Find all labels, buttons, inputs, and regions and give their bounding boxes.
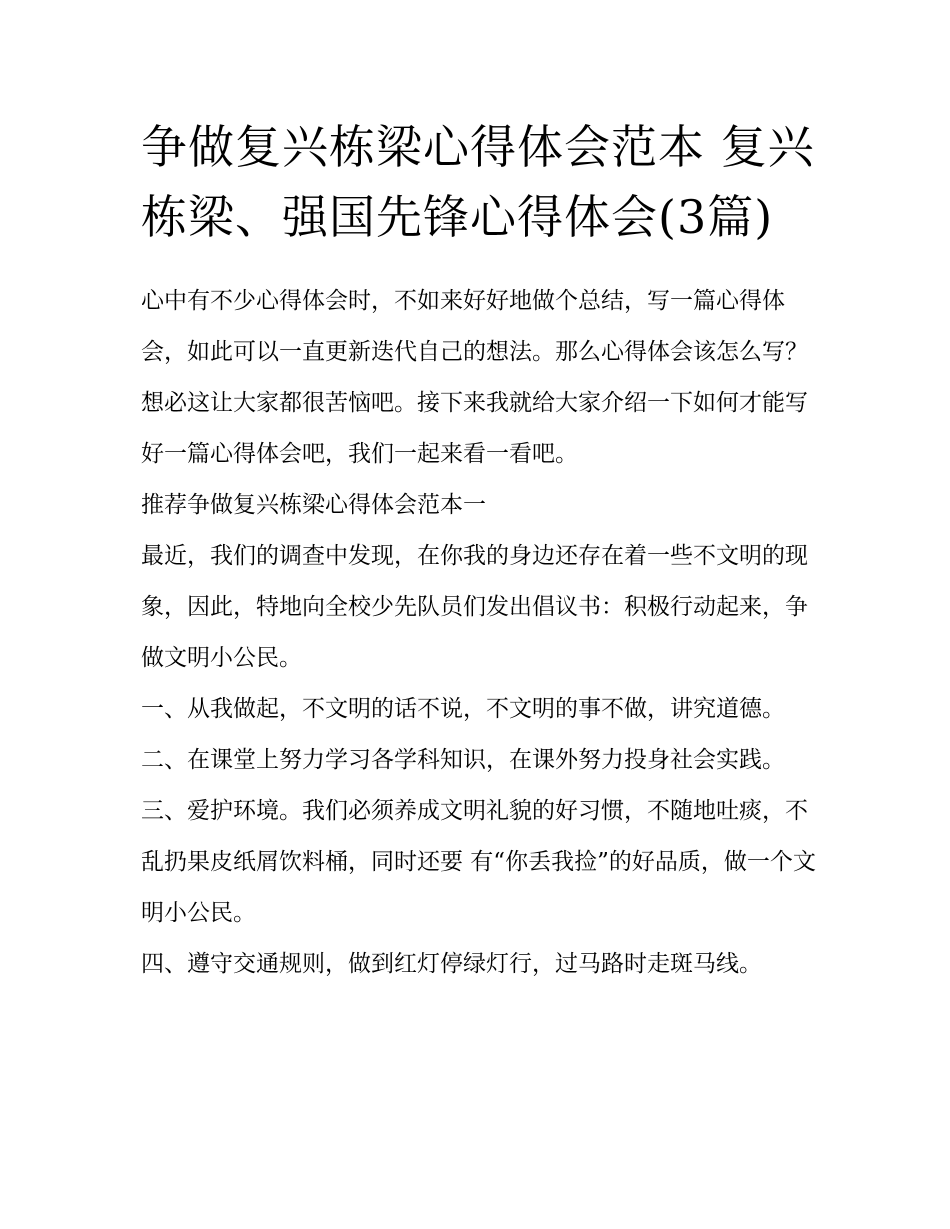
body-paragraph: 三、爱护环境。我们必须养成文明礼貌的好习惯，不随地吐痰，不乱扔果皮纸屑饮料桶，同时还要 有“你丢我捡”的好品质，做一个文明小公民。 xyxy=(141,798,816,926)
body-paragraph: 一、从我做起，不文明的话不说，不文明的事不做，讲究道德。 二、在课堂上努力学习各学科知识，在课外努力投身社会实践。 xyxy=(141,696,785,773)
intro-paragraph: 心中有不少心得体会时，不如来好好地做个总结，写一篇心得体会，如此可以一直更新迭代自己的想法。那么心得体会该怎么写？想必这让大家都很苦恼吧。接下来我就给大家介绍一下如何才能写好一篇心得体会吧，我们一起来看一看吧。 xyxy=(141,288,808,467)
document-body xyxy=(141,112,816,990)
body-paragraph: 四、遵守交通规则，做到红灯停绿灯行，过马路时走斑马线。 xyxy=(141,951,762,977)
section-heading: 推荐争做复兴栋梁心得体会范本一 xyxy=(141,492,486,518)
body-paragraph: 最近，我们的调查中发现，在你我的身边还存在着一些不文明的现象，因此，特地向全校少先队员们发出倡议书：积极行动起来，争做文明小公民。 xyxy=(141,543,808,671)
document-title: 争做复兴栋梁心得体会范本 复兴栋梁、强国先锋心得体会(3篇) xyxy=(141,120,815,244)
